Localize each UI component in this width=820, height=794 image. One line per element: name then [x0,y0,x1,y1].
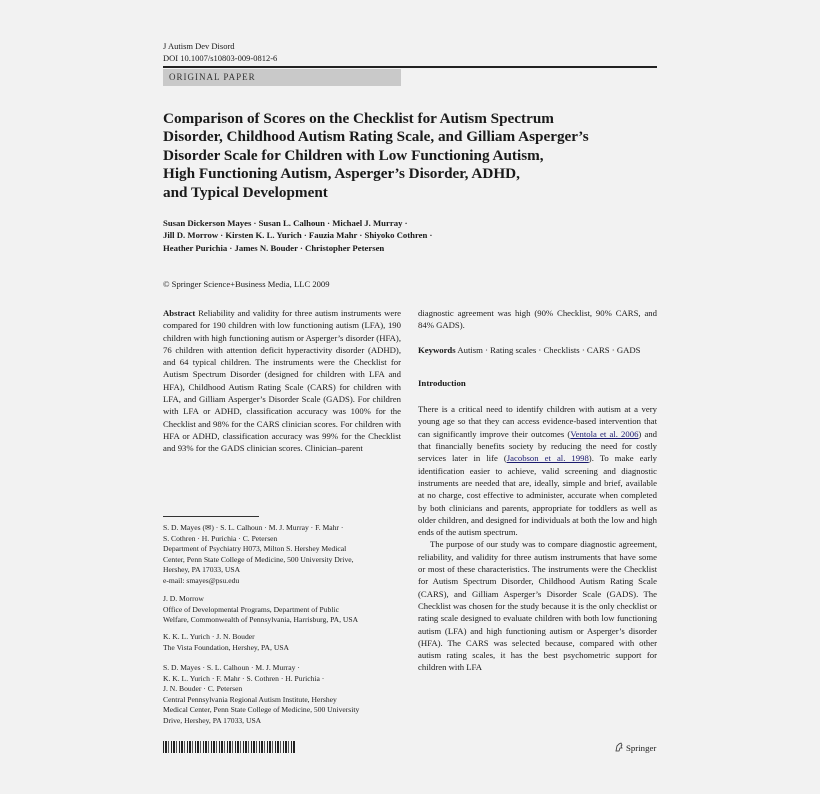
keywords-text: Autism · Rating scales · Checklists · CARS · GADS [457,344,641,355]
article-type-badge [163,69,401,86]
affiliation-line: S. D. Mayes (✉) · S. L. Calhoun · M. J. Murray · F. Mahr · [163,523,344,532]
title-line: Comparison of Scores on the Checklist for Autism Spectrum [163,110,554,127]
intro-paragraph-1 [418,403,657,538]
doi: DOI 10.1007/s10803-009-0812-6 [163,53,278,63]
affiliation-line: The Vista Foundation, Hershey, PA, USA [163,642,290,652]
authors-line: Jill D. Morrow · Kirsten K. L. Yurich · Fauzia Mahr · Shiyoko Cothren · [163,230,433,241]
abstract-text: Reliability and validity for three autism instruments were compared for 190 children with low functioning autism (LFA), 190 children with high functioning autism or Asperger’s disorder (HFA), 76 children with attention deficit hyperactivity disorder (ADHD), and 64 typical children. The instruments were the Checklist for Autism Spectrum Disorder (designed for children with LFA and HFA), Childhood Autism Rating Scale (CARS) for children with LFA, and Gilliam Asperger’s Disorder Scale (GADS). For children with LFA or ADHD, classification accuracy was 100% for the Checklist and 98% for the CARS clinician scores. For children with HFA or ADHD, classification accuracy was 99% for the Checklist and 93% for the GADS clinician scores. Clinician–parent [163,308,401,454]
affiliation-block [163,632,401,653]
authors-line: Susan Dickerson Mayes · Susan L. Calhoun · Michael J. Murray · [163,218,408,228]
authors-line: Heather Purichia · James N. Bouder · Christopher Petersen [163,242,385,253]
abstract-section [163,307,401,455]
affiliation-line: Center, Penn State College of Medicine, 500 University Drive, [163,554,354,564]
affiliation-line: Welfare, Commonwealth of Pennsylvania, Harrisburg, PA, USA [163,615,359,624]
title-line: Disorder, Childhood Autism Rating Scale, and Gilliam Asperger’s [163,128,589,146]
journal-name: J Autism Dev Disord [163,41,235,51]
affiliation-block [163,523,401,586]
affiliation-line: Office of Developmental Programs, Department of Public [163,604,339,614]
affiliation-block [163,663,401,726]
springer-horse-icon [615,742,624,752]
affiliation-line: J. D. Morrow [163,594,204,603]
affiliation-line: Central Pennsylvania Regional Autism Institute, Hershey [163,694,337,704]
affiliation-email[interactable]: e-mail: smayes@psu.edu [163,575,240,585]
right-column [418,307,657,674]
title-line: and Typical Development [163,183,328,201]
intro-text: ). To make early identification easier to achieve, valid screening and diagnostic instruments are needed that are, ideally, simple and brief, available at no charge, cost effective to administer, accurate when completed by both clinicians and parents, appropriate for toddlers as well as older children, and designed for individuals at both the low and high ends of the autism spectrum. [418,453,658,538]
affiliation-line: S. D. Mayes · S. L. Calhoun · M. J. Murray · [163,663,300,672]
affiliation-block [163,594,401,626]
footnote-rule [163,516,259,517]
affiliation-line: K. K. L. Yurich · F. Mahr · S. Cothren · H. Purichia · [163,673,325,683]
abstract-label: Abstract [163,308,196,318]
barcode-graphic [163,741,295,753]
introduction-heading: Introduction [418,377,466,388]
affiliation-line: Department of Psychiatry H073, Milton S. Hershey Medical [163,544,347,553]
article-type-label: ORIGINAL PAPER [169,72,256,82]
keywords-label: Keywords [418,344,456,355]
author-list [163,217,657,254]
intro-paragraph-2: The purpose of our study was to compare diagnostic agreement, reliability, and validity for three autism instruments that have some or most of these characteristics. The instruments were the Checklist for Autism Spectrum Disorder, Childhood Autism Rating Scale (CARS), and Gilliam Asperger’s Disorder Scale (GADS). The Checklist was chosen for the study because it is the only checklist or rating scale designed to evaluate children with both low functioning autism (LFA) and high functioning autism or Asperger’s disorder (HFA). The CARS was selected because, compared with other autism rating scales, it has the best psychometric support for children with LFA [418,539,657,673]
copyright-notice: © Springer Science+Business Media, LLC 2009 [163,279,330,289]
publisher-name: Springer [626,743,657,753]
citation-link[interactable]: Ventola et al. 2006 [570,428,639,439]
keywords-section [418,344,657,356]
publisher-mark [615,742,656,753]
title-line: High Functioning Autism, Asperger’s Disorder, ADHD, [163,165,520,183]
paper-title [163,110,657,202]
intro-text: There is a critical need to identify children with autism at a very young age so that they can access evidence-based intervention that can significantly improve their outcomes ( [418,404,657,439]
affiliation-line: Medical Center, Penn State College of Medicine, 500 University [163,705,360,714]
abstract-continued: diagnostic agreement was high (90% Checklist, 90% CARS, and 84% GADS). [418,308,657,331]
affiliation-line: K. K. L. Yurich · J. N. Bouder [163,632,255,641]
citation-link[interactable]: Jacobson et al. 1998 [506,453,589,464]
affiliation-line: S. Cothren · H. Purichia · C. Petersen [163,533,278,543]
header-rule [163,66,657,68]
affiliation-line: J. N. Bouder · C. Petersen [163,684,243,693]
title-line: Disorder Scale for Children with Low Functioning Autism, [163,146,544,164]
intro-text: ) and that financially benefits society by reducing the need for costly services later in life ( [418,428,658,464]
affiliation-line: Drive, Hershey, PA 17033, USA [163,715,262,725]
journal-header [163,40,277,64]
affiliation-line: Hershey, PA 17033, USA [163,565,241,574]
